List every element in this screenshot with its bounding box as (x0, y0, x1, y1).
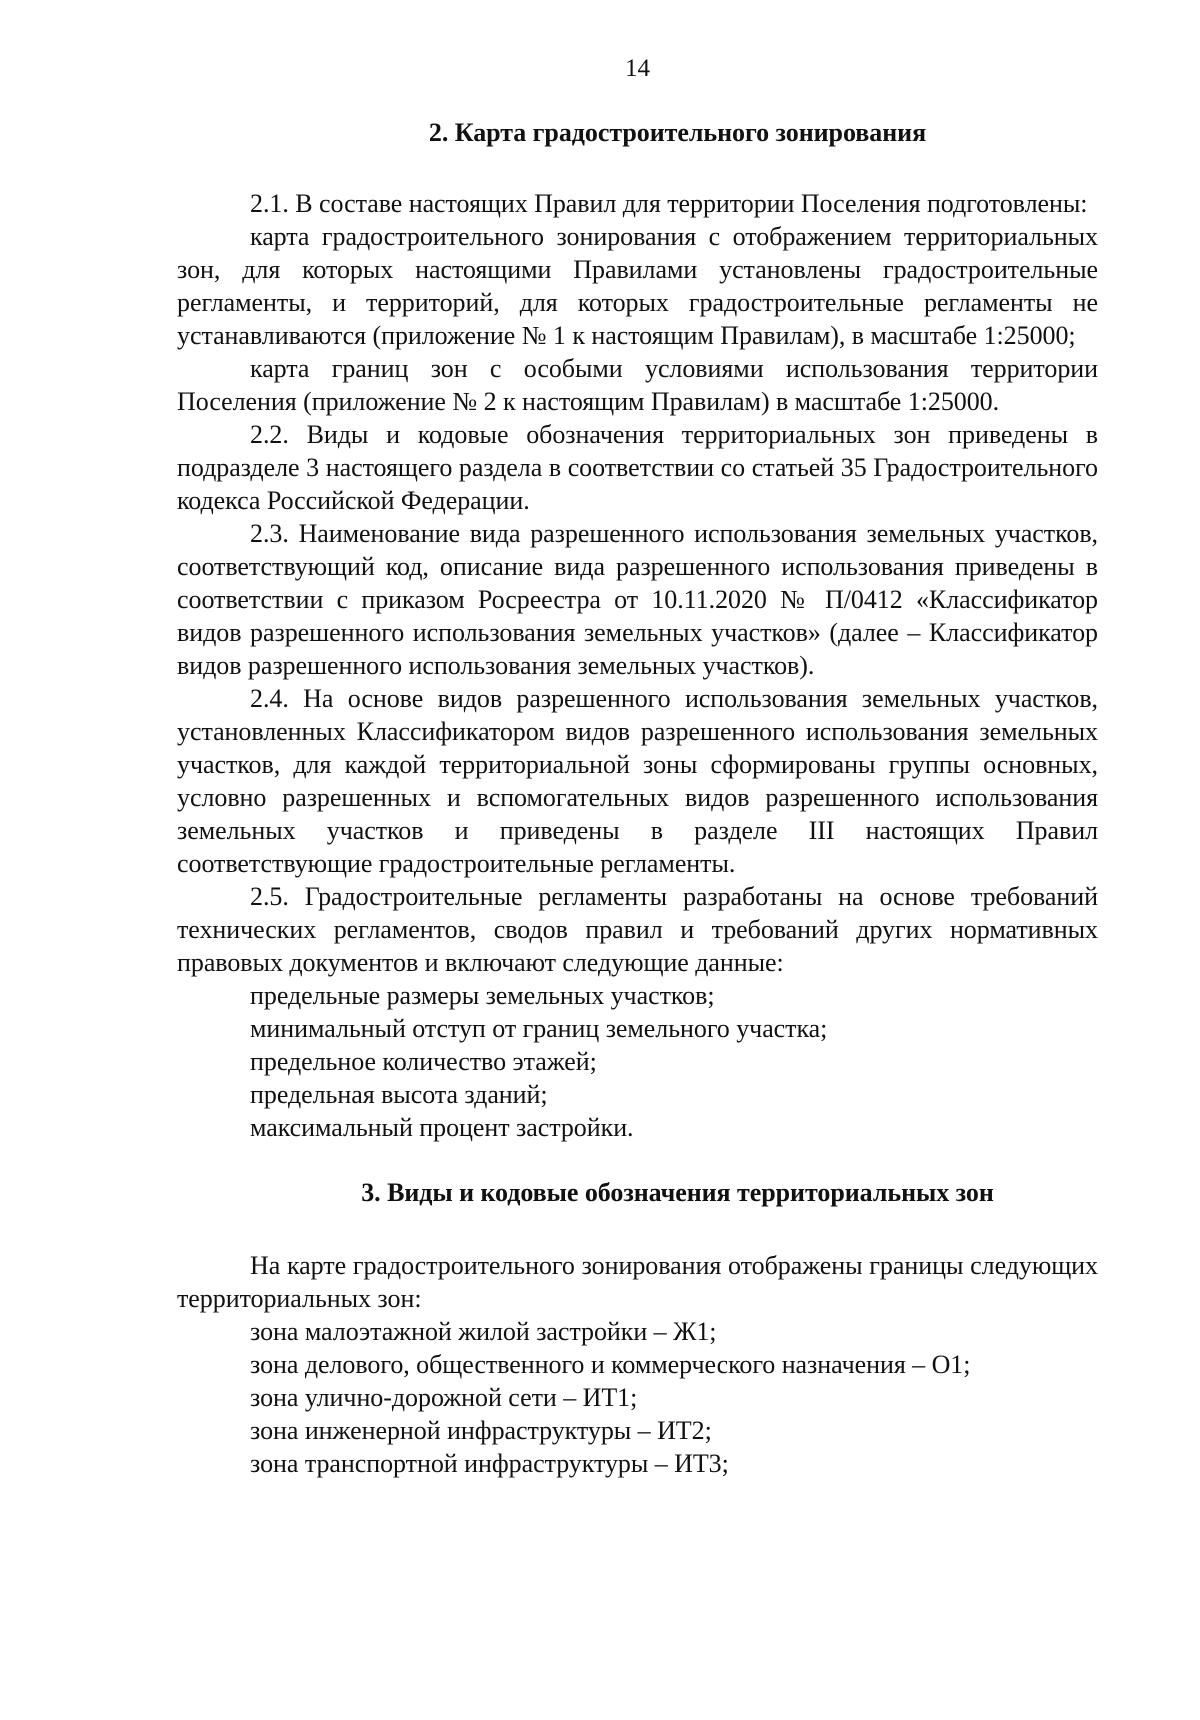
zone-item: зона улично-дорожной сети – ИТ1; (250, 1383, 638, 1412)
section-3-title: 3. Виды и кодовые обозначения территориальных зон (361, 1178, 994, 1207)
zone-item: зона делового, общественного и коммерческого назначения – О1; (250, 1350, 971, 1379)
section-3-intro: На карте градостроительного зонирования отображены границы следующих территориальных зон: (177, 1251, 1098, 1313)
section-2-title: 2. Карта градостроительного зонирования (428, 118, 927, 147)
zone-item: зона транспортной инфраструктуры – ИТ3; (250, 1449, 729, 1478)
paragraph-2-5: 2.5. Градостроительные регламенты разработаны на основе требований технических регламентов, сводов правил и требований других нормативных правовых документов и включают следующие данные: (177, 882, 1098, 977)
list-item: минимальный отступ от границ земельного участка; (250, 1014, 828, 1043)
list-item: предельное количество этажей; (250, 1047, 597, 1076)
paragraph-2-2: 2.2. Виды и кодовые обозначения территориальных зон приведены в подразделе 3 настоящего раздела в соответствии со статьей 35 Градостроительного кодекса Российской Федерации. (177, 420, 1098, 515)
document-body (177, 116, 1098, 1480)
list-item: максимальный процент застройки. (250, 1113, 634, 1142)
paragraph-2-1-map-special-zones: карта границ зон с особыми условиями использования территории Поселения (приложение № 2 к настоящим Правилам) в масштабе 1:25000. (177, 354, 1098, 416)
list-item: предельные размеры земельных участков; (250, 981, 715, 1010)
paragraph-2-1: 2.1. В составе настоящих Правил для территории Поселения подготовлены: (250, 189, 1088, 218)
paragraph-2-3: 2.3. Наименование вида разрешенного использования земельных участков, соответствующий код, описание вида разрешенного использования приведены в соответствии с приказом Росреестра от 10.11.2020 № П/0412 «Классификатор видов разрешенного использования земельных участков» (далее – Классификатор видов разрешенного использования земельных участков). (177, 519, 1098, 680)
zone-item: зона инженерной инфраструктуры – ИТ2; (250, 1416, 712, 1445)
list-item: предельная высота зданий; (250, 1080, 548, 1109)
zone-item: зона малоэтажной жилой застройки – Ж1; (250, 1317, 717, 1346)
paragraph-2-4: 2.4. На основе видов разрешенного использования земельных участков, установленных Классификатором видов разрешенного использования земельных участков, для каждой территориальной зоны сформированы группы основных, условно разрешенных и вспомогательных видов разрешенного использования земельных участков и приведены в разделе III настоящих Правил соответствующие градостроительные регламенты. (177, 684, 1098, 878)
paragraph-2-1-map-zoning: карта градостроительного зонирования с отображением территориальных зон, для которых настоящими Правилами установлены градостроительные регламенты, и территорий, для которых градостроительные регламенты не устанавливаются (приложение № 1 к настоящим Правилам), в масштабе 1:25000; (177, 222, 1098, 350)
page-number: 14 (625, 55, 650, 82)
